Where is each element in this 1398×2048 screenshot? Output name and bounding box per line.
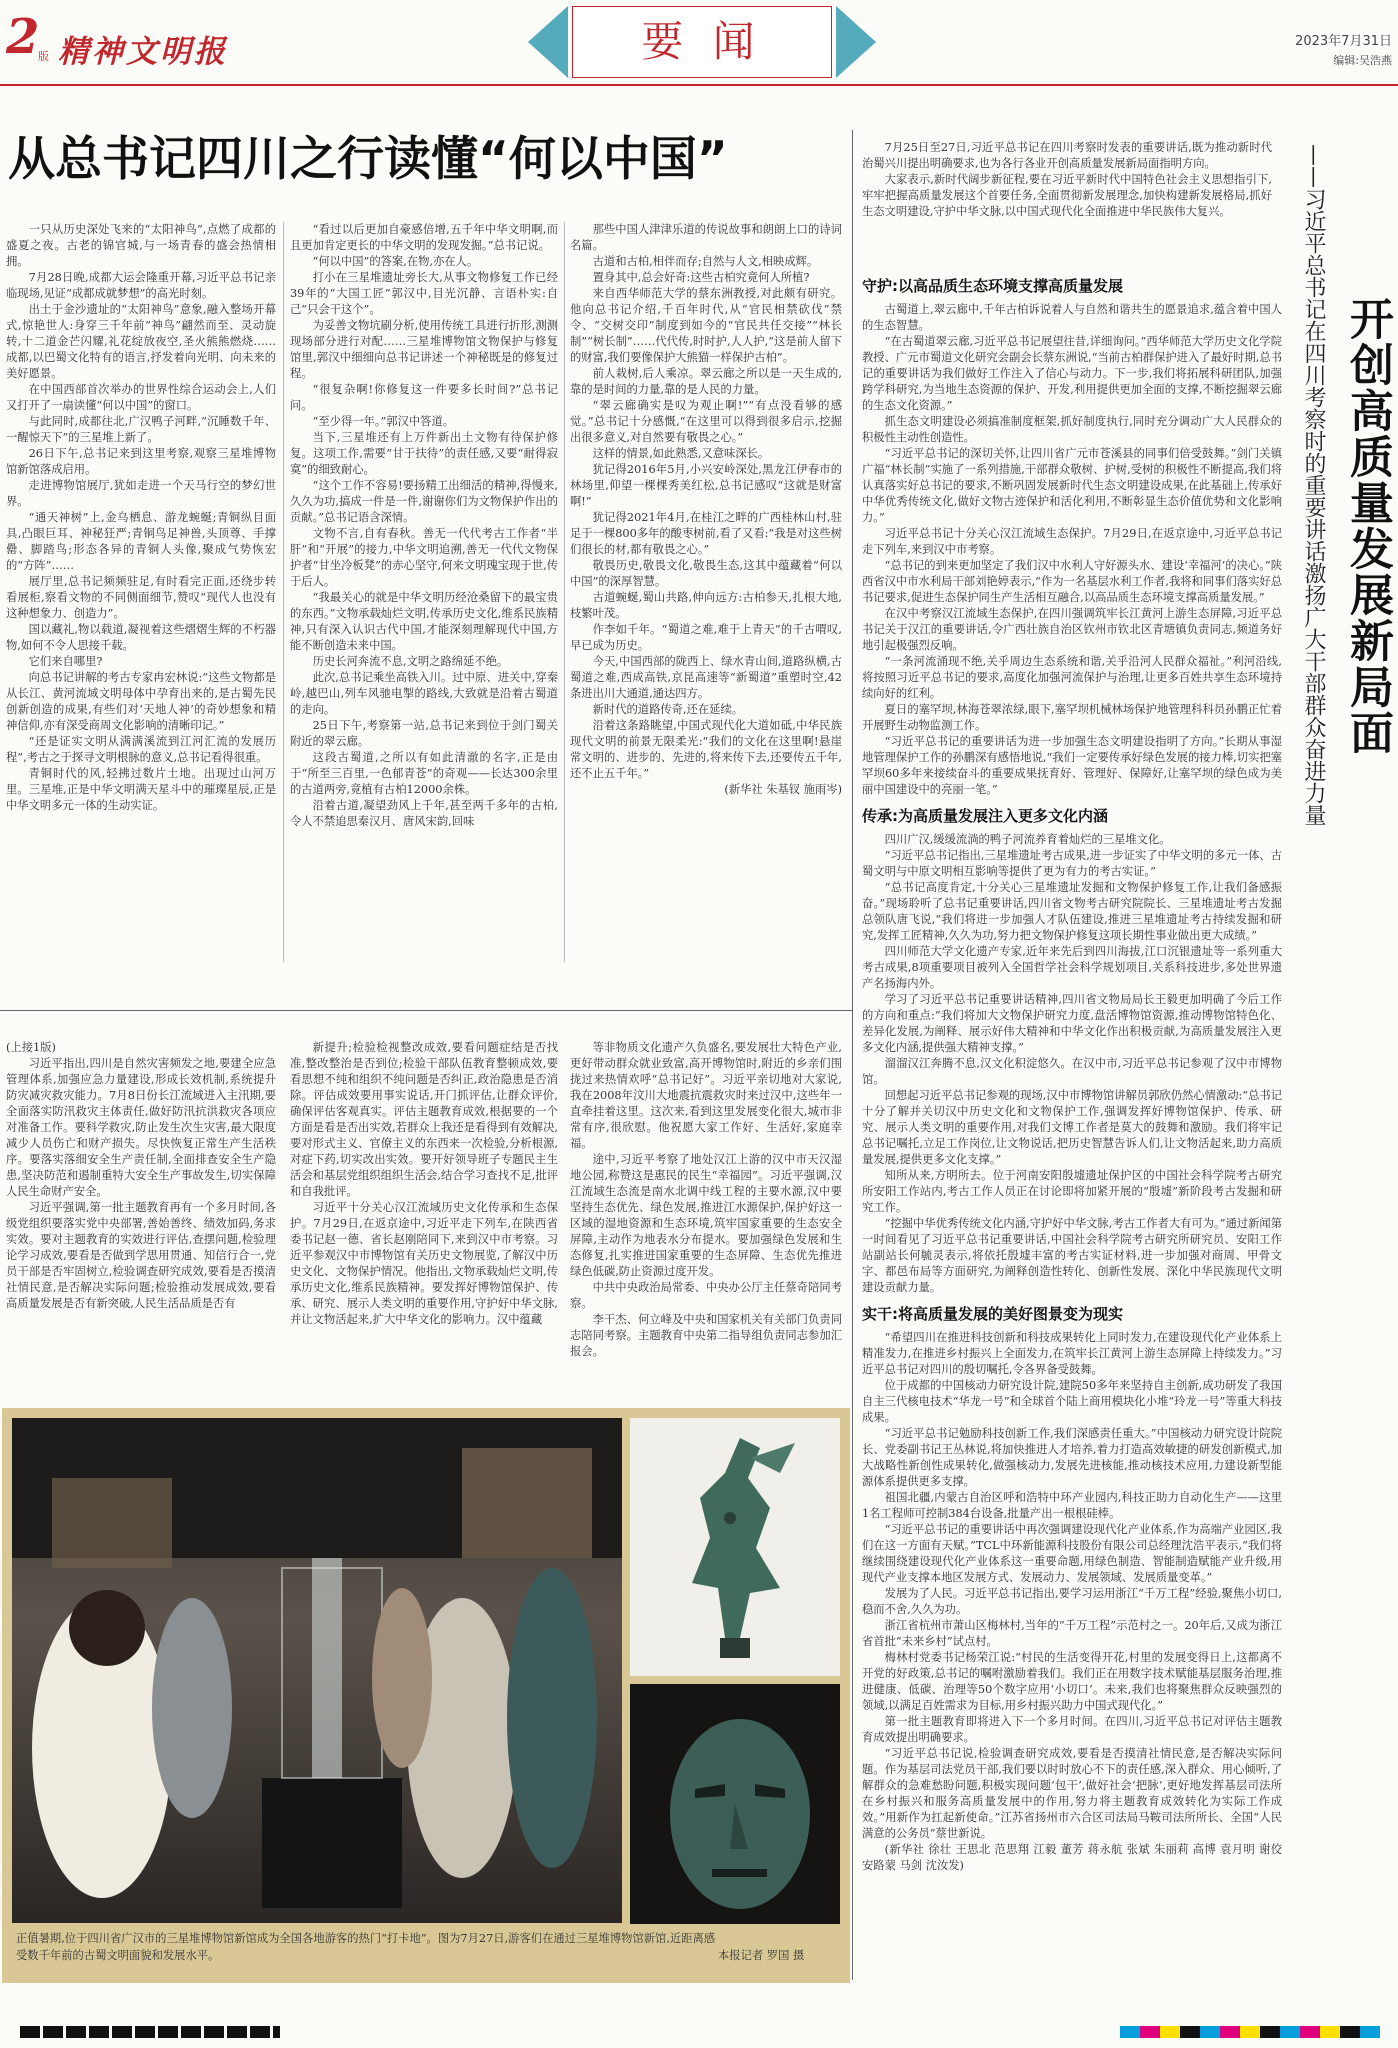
photo-block <box>2 1408 850 1983</box>
article2-title: 开创高质量发展新局面 <box>1342 296 1393 756</box>
paragraph: 知所从来,方明所去。位于河南安阳殷墟遗址保护区的中国社会科学院考古研究所安阳工作站内,考古工作人员正在讨论即将加紧开展的“殷墟”新阶段考古发掘和研究工作。 <box>862 1169 1282 1214</box>
article3-column-3 <box>570 1040 842 1400</box>
column-rule <box>283 222 284 962</box>
paragraph: 犹记得2016年5月,小兴安岭深处,黑龙江伊春市的林场里,仰望一棵棵秀美红松,总书记感叹“这就是财富啊!” <box>570 463 842 508</box>
paragraph: 26日下午,总书记来到这里考察,观察三星堆博物馆新馆落成启用。 <box>6 447 276 476</box>
paragraph: 位于成都的中国核动力研究设计院,建院50多年来坚持自主创新,成功研发了我国自主三代核电技术“华龙一号”和全球首个陆上商用模块化小堆“玲龙一号”等重大科技成果。 <box>862 1379 1282 1424</box>
paragraph: 今天,中国西部的陇西上、绿水青山间,道路纵横,古蜀道之难,西成高铁,京昆高速等“新蜀道”重塑时空,42条进出川大通道,通达四方。 <box>570 655 842 700</box>
arrow-left-icon <box>528 6 568 78</box>
museum-scene-illustration <box>12 1418 622 1923</box>
paragraph: “习近平总书记的重要讲话中再次强调建设现代化产业体系,作为高端产业园区,我们在这一方面有天赋。”TCL中环新能源科技股份有限公司总经理沈浩平表示,“我们将继续围绕建设现代化产业体系这一重要命题,用绿色制造、智能制造赋能产业升级,用现代产业支撑本地区发展方式、发展动力、发展领域、发展质量变革。” <box>862 1523 1282 1584</box>
paragraph: 习近平强调,第一批主题教育再有一个多月时间,各级党组织要落实党中央部署,善始善终、绩效加码,务求实效。要对主题教育的实效进行评估,查摆问题,检验理论学习成效,要看是否做到学思用贯通、知信行合一,党员干部是否牢固树立,检验调查研究成效,要看是否摸清社情民意,是否解决实际问题;检验推动发展成效,要看高质量发展是否有新突破,人民生活品质是否有 <box>6 1201 276 1310</box>
paragraph: 大家表示,新时代阔步新征程,要在习近平新时代中国特色社会主义思想指引下,牢牢把握高质量发展这个首要任务,全面贯彻新发展理念,加快构建新发展格局,抓好生态文明建设,守护中华文脉,以中国式现代化全面推进中华民族伟大复兴。 <box>862 173 1272 218</box>
paragraph: 文物不言,自有春秋。善无一代代考古工作者“半肝”和“开展”的接力,中华文明追溯,善无一代代文物保护者“甘坐冷板凳”的赤心坚守,何来文明瑰宝现于世,传于后人。 <box>290 527 558 588</box>
paragraph: 当下,三星堆还有上万件新出土文物有待保护修复。这项工作,需要“甘于扶待”的责任感,又要“耐得寂寞”的细致耐心。 <box>290 431 558 476</box>
paragraph: 7月25日至27日,习近平总书记在四川考察时发表的重要讲话,既为推动新时代治蜀兴川提出明确要求,也为各行各业开创高质量发展新局面指明方向。 <box>862 141 1272 170</box>
bronze-mask-photo <box>630 1684 840 1924</box>
paragraph: 新提升;检验检视整改成效,要看问题症结是否找准,整改整治是否到位;检验干部队伍教育整顿成效,要看思想不纯和组织不纯问题是否纠正,政治隐患是否消除。评估成效要用事实说话,开门抓评估,让群众评价,确保评估客观真实。评估主题教育成效,根据要的一个方面是看是否出实效,若群众上我还是看得到有效解决,要对形式主义、官僚主义的东西来一次检验,分析根源,对症下药,切实改出实效。要开好领导班子专题民主生活会和基层党组织组织生活会,结合学习查找不足,批评和自我批评。 <box>290 1041 558 1198</box>
bronze-figure-illustration <box>630 1418 840 1676</box>
section-heading: 守护:以高品质生态环境支撑高质量发展 <box>862 277 1124 295</box>
paragraph: “习近平总书记勉励科技创新工作,我们深感责任重大。”中国核动力研究设计院院长、党委副书记王丛林说,将加快推进人才培养,着力打造高效敏捷的研发创新模式,加大战略性新创性成果转化,做强核动力,发展先进核能,推动核技术应用,力建设新型能源体系提供更多支撑。 <box>862 1427 1282 1488</box>
paragraph: “习近平总书记的深切关怀,让四川省广元市苍溪县的同事们倍受鼓舞。”剑门关镇广福“林长制”实施了一系列措施,干部群众敬树、护树,受树的积极性不断提高,我们将认真落实好总书记的要求,不断巩固发展新时代生态文明建设成果,在此基础上,传承好中华优秀传统文化,做好文物古迹保护和活化利用,不断彰显生态价值优势和文化影响力。” <box>862 447 1282 524</box>
paragraph: “习近平总书记的重要讲话为进一步加强生态文明建设指明了方向。”长期从事湿地管理保护工作的孙鹏深有感悟地说,“我们一定要传承好绿色发展的接力棒,切实把塞罕坝60多年来接续奋斗的重要成果抚育好、管理好、保障好,让塞罕坝的绿色成为美丽中国建设中的亮丽一笔。” <box>862 735 1282 796</box>
paragraph: 祖国北疆,内蒙古自治区呼和浩特中环产业园内,科技正助力自动化生产——这里1名工程师可控制384台设备,批量产出一根根硅棒。 <box>862 1491 1282 1520</box>
masthead-rule <box>0 84 1398 86</box>
paragraph: 这段古蜀道,之所以有如此清澈的名字,正是由于“所至三百里,一色郁青苍”的奇观——长达300余里的古道两旁,竟植有古柏12000余株。 <box>290 751 558 796</box>
color-registration-bar <box>20 2026 1380 2042</box>
article3-column-1 <box>6 1040 276 1400</box>
paragraph: 习近平指出,四川是自然灾害频发之地,要建全应急管理体系,加强应急力量建设,形成长效机制,系统提升防灾减灾救灾能力。7月8日份长江流域进入主汛期,要全面落实防汛救灾主体责任,做好防汛抗洪救灾各项应对准备工作。要科学救灾,防止发生次生灾害,最大限度减少人员伤亡和财产损失。尽快恢复正常生产生活秩序。要落实落细安全生产责任制,全面排查安全生产隐患,坚决防范和遏制重特大安全生产事故发生,切实保障人民生命财产安全。 <box>6 1057 276 1198</box>
section-rule <box>0 1010 852 1011</box>
photo-credit: 本报记者 罗国 摄 <box>718 1949 805 1962</box>
paragraph: 来自西华师范大学的蔡东洲教授,对此颇有研究。他向总书记介绍,千百年时代,从“官民相禁砍伐”禁令、“交树交印”制度到如今的“官民共任交接”“林长制”“树长制”……代代传,时时护,人人护,“这是前人留下的财富,我们要像保护大熊猫一样保护古柏”。 <box>570 287 842 364</box>
paragraph: 途中,习近平考察了地处汉江上游的汉中市天汉湿地公园,称赞这是惠民的民生“幸福园”。习近平强调,汉江流域生态流是南水北调中线工程的主要水源,汉中要坚持生态优先、绿色发展,推进江水源保护,保护好这一区域的湿地资源和生态环境,筑牢国家重要的生态安全屏障,主动作为地表水分布提水。要加强绿色发展和生态修复,扎实推进国家重要的生态屏障、生态优先推进绿色低碳,防止资源过度开发。 <box>570 1153 842 1278</box>
paragraph: 7月28日晚,成都大运会隆重开幕,习近平总书记亲临现场,见证“成都成就梦想”的高光时刻。 <box>6 271 276 300</box>
paragraph: “这个工作不容易!要扬精工出细活的精神,得慢来,久久为功,搞成一件是一件,谢谢你们为文物保护作出的贡献。”总书记语含深情。 <box>290 479 558 524</box>
paragraph: 学习了习近平总书记重要讲话精神,四川省文物局局长王毅更加明确了今后工作的方向和重点:“我们将加大文物保护研究力度,盘活博物馆资源,推动博物馆特色化、差异化发展,为阐释、展示好伟大精神和中华文化作出积极贡献,为高质量发展注入更多文化内涵,提供强大精神支撑。” <box>862 993 1282 1054</box>
paragraph: “习近平总书记说,检验调查研究成效,要看是否摸清社情民意,是否解决实际问题。作为基层司法党员干部,我们要以时时放心不下的责任感,深入群众、用心倾听,了解群众的急难愁盼问题,积极实现问题‘包干’,做好社会‘把脉’,更好地发挥基层司法所在乡村振兴和服务高质量发展中的作用,努力将主题教育成效转化为实际工作成效。”用新作为扛起新使命。”江苏省扬州市六合区司法局马鞍司法所所长、全国“人民满意的公务员”蔡世新说。 <box>862 1747 1282 1840</box>
paragraph: “何以中国”的答案,在物,亦在人。 <box>312 255 479 268</box>
paragraph: 习近平十分关心汉江流域历史文化传承和生态保护。7月29日,在返京途中,习近平走下列车,在陕西省委书记赵一德、省长赵刚陪同下,来到汉中市考察。习近平参观汉中市博物馆有关历史文物展览,了解汉中历史文化、文物保护情况。他指出,文物承载灿烂文明,传承历史文化,维系民族精神。要发挥好博物馆保护、传承、研究、展示人类文明的重要作用,守护好中华文脉,并让文物活起来,扩大中华文化的影响力。汉中蕴藏 <box>290 1201 558 1326</box>
masthead <box>0 0 1398 90</box>
article1-column-3 <box>570 222 842 962</box>
paragraph: 为妥善文物坑刷分析,使用传统工具进行折形,测测现场部分进行对配……三星堆博物馆文物保护与修复馆里,郭汉中细细向总书记讲述一个神秘既是的修复过程。 <box>290 319 558 380</box>
issue-date: 2023年7月31日 <box>1295 34 1392 49</box>
section-heading: 实干:将高质量发展的美好图景变为现实 <box>862 1305 1124 1323</box>
paragraph: 此次,总书记乘坐高铁入川。过中原、进关中,穿秦岭,越巴山,列车风驰电掣的路线,大致就是沿着古蜀道的走向。 <box>290 671 558 716</box>
paragraph: “总书记的到来更加坚定了我们汉中水利人守好源头水、建设‘幸福河’的决心。”陕西省汉中市水利局干部刘艳婷表示,“作为一名基层水利工作者,我将和同事们落实好总书记要求,促进生态保护同生产生活相互融合,以高品质生态环境支撑高质量发展。” <box>862 559 1282 604</box>
paragraph: “很复杂啊!你修复这一件要多长时间?”总书记问。 <box>290 383 558 412</box>
paragraph: 作李如千年。“蜀道之难,难于上青天”的千古喟叹,早已成为历史。 <box>570 623 842 652</box>
paragraph: 回想起习近平总书记参观的现场,汉中市博物馆讲解员郭欣仍然心情激动:“总书记十分了解并关切汉中历史文化和文物保护工作,强调发挥好博物馆保护、传承、研究、展示人类文明的重要作用,对我们文博工作者是莫大的鼓舞和激励。我们将牢记总书记嘱托,立足工作岗位,让文物说话,把历史智慧告诉人们,让文物活起来,助力高质量发展,提供更多文化支撑。” <box>862 1089 1282 1166</box>
paragraph: 第一批主题教育即将进入下一个多月时间。在四川,习近平总书记对评估主题教育成效提出明确要求。 <box>862 1715 1282 1744</box>
paragraph: 抓生态文明建设必须搞准制度框架,抓好制度执行,同时充分调动广大人民群众的积极性主动性创造性。 <box>862 415 1282 444</box>
paragraph: 习近平总书记十分关心汉江流域生态保护。7月29日,在返京途中,习近平总书记走下列车,来到汉中市考察。 <box>862 527 1282 556</box>
editor-credit: 编辑:吴浩燕 <box>1333 54 1392 67</box>
vertical-divider <box>852 130 853 1980</box>
paragraph: “挖掘中华优秀传统文化内涵,守护好中华文脉,考古工作者大有可为。”通过新闻第一时间看见了习近平总书记重要讲话,中国社会科学院考古研究所研究员、安阳工作站副站长何毓灵表示,将依托殷墟丰富的考古实证材料,进一步加强对商周、甲骨文字、都邑布局等方面研究,为阐释创造性转化、创新性发展、深化中华民族现代文明建设贡献力量。 <box>862 1217 1282 1294</box>
paragraph: 置身其中,总会好奇:这些古柏究竟何人所植? <box>592 271 810 284</box>
article1-column-2 <box>290 222 558 962</box>
paragraph: 古蜀道上,翠云廊中,千年古柏诉说着人与自然和谐共生的愿景追求,蕴含着中国人的生态智慧。 <box>862 303 1282 332</box>
paragraph: 浙江省杭州市萧山区梅林村,当年的“千万工程”示范村之一。20年后,又成为浙江省首批“未来乡村”试点村。 <box>862 1619 1282 1648</box>
paragraph: 溜溜汉江奔腾不息,汉文化积淀悠久。在汉中市,习近平总书记参观了汉中市博物馆。 <box>862 1057 1282 1086</box>
paragraph: “我最关心的就是中华文明历经沧桑留下的最宝贵的东西。”文物承载灿烂文明,传承历史文化,维系民族精神,只有深入认识古代中国,才能深刻理解现代中国,方能不断创造未来中国。 <box>290 591 558 652</box>
paragraph: 展厅里,总书记频频驻足,有时看完正面,还绕步转看展柜,察看文物的不同侧面细节,赞叹“现代人也没有这种想象力、创造力”。 <box>6 575 276 620</box>
paragraph: 古道和古柏,相伴而存;自然与人文,相映成辉。 <box>592 255 819 268</box>
paragraph: 发展为了人民。习近平总书记指出,要学习运用浙江“千万工程”经验,聚焦小切口,稳而不舍,久久为功。 <box>862 1587 1282 1616</box>
paragraph: 前人栽树,后人乘凉。翠云廊之所以是一天生成的,靠的是时间的力量,靠的是人民的力量。 <box>570 367 842 396</box>
paragraph: 新时代的道路传奇,还在延续。 <box>592 703 744 716</box>
paragraph: “在古蜀道翠云廊,习近平总书记展望往昔,详细询问。”西华师范大学历史文化学院教授、广元市蜀道文化研究会副会长蔡东洲说,“当前古柏群保护进入了最好时期,总书记的重要讲话为我们做好工作注入了信心与动力。下一步,我们将拓展科研团队,加强跨学科研究,为当地生态资源的保护、开发,利用提供更加全面的支撑,不断挖掘翠云廊的生态文化资源。” <box>862 335 1282 412</box>
page-label: 版 <box>38 50 49 63</box>
paragraph: 敬畏历史,敬畏文化,敬畏生态,这其中蕴藏着“何以中国”的深厚智慧。 <box>570 559 842 588</box>
paragraph: 与此同时,成都往北,广汉鸭子河畔,“沉睡数千年、一醒惊天下”的三星堆上新了。 <box>6 415 276 444</box>
paragraph: “习近平总书记指出,三星堆遗址考古成果,进一步证实了中华文明的多元一体、古蜀文明与中原文明相互影响等提供了更为有力的考古实证。” <box>862 849 1282 878</box>
paragraph: 李干杰、何立峰及中央和国家机关有关部门负责同志陪同考察。主题教育中央第二指导组负责同志参加汇报会。 <box>570 1313 842 1358</box>
paragraph: “还是证实文明从满满溪流到江河汇流的发展历程”,考古之于探寻文明根脉的意义,总书记看得很重。 <box>6 735 276 764</box>
paragraph: 在中国西部首次举办的世界性综合运动会上,人们又打开了一扇读懂“何以中国”的窗口。 <box>6 383 276 412</box>
paragraph: “一条河流涌现不绝,关乎周边生态系统和谐,关乎沿河人民群众福祉。”利河沿线,将按照习近平总书记的要求,高度化加强河流保护与治理,让更多百姓共享生态环境持续向好的红利。 <box>862 655 1282 700</box>
bronze-mask-illustration <box>630 1684 840 1924</box>
paragraph: 历史长河奔流不息,文明之路绵延不绝。 <box>312 655 509 668</box>
paragraph: 夏日的塞罕坝,林海苍翠浓绿,眼下,塞罕坝机械林场保护地管理科科员孙鹏正忙着开展野生动物监测工作。 <box>862 703 1282 732</box>
paragraph: (新华社 徐壮 王思北 范思翔 江毅 董芳 蒋永航 张斌 朱丽莉 高博 袁月明 谢佼 安路蒙 马剑 沈汝发) <box>862 1843 1282 1872</box>
paragraph: 那些中国人津津乐道的传说故事和朗朗上口的诗词名篇。 <box>570 223 842 252</box>
paragraph: 走进博物馆展厅,犹如走进一个天马行空的梦幻世界。 <box>6 479 276 508</box>
paragraph: 一只从历史深处飞来的“太阳神鸟”,点燃了成都的盛夏之夜。古老的锦官城,与一场青春的盛会热情相拥。 <box>6 223 276 268</box>
paragraph: 25日下午,考察第一站,总书记来到位于剑门蜀关附近的翠云廊。 <box>290 719 558 748</box>
paragraph: “总书记高度肯定,十分关心三星堆遗址发掘和文物保护修复工作,让我们备感振奋。”现场聆听了总书记重要讲话,四川省文物考古研究院院长、三星堆遗址考古发掘总领队唐飞说,“我们将进一步加强人才队伍建设,推进三星堆遗址考古持续发掘和研究,发挥工匠精神,久久为功,努力把文物保护修复这项长期性事业做出更大成绩。” <box>862 881 1282 942</box>
paragraph: 犹记得2021年4月,在桂江之畔的广西桂林山村,驻足于一棵800多年的酸枣树前,看了又看:“我是对这些树们很长的材,都有敬畏之心。” <box>570 511 842 556</box>
continuation-label: (上接1版) <box>6 1041 56 1054</box>
article2-main <box>862 268 1282 1968</box>
paragraph: 出土于金沙遗址的“太阳神鸟”意象,融入整场开幕式,惊艳世人:身穿三千年前“神鸟”翩然而至、灵动旋转,十二道金芒闪耀,礼花绽放夜空,圣火熊熊燃烧……成都,以巴蜀文化特有的语言,抒发着向光明、向未来的美好愿景。 <box>6 303 276 380</box>
paragraph: “通天神树”上,金乌栖息、游龙蜿蜒;青铜纵目面具,凸眼巨耳、神秘狂严;青铜鸟足神兽,头顶尊、手撑罍、脚踏鸟;形态各异的青铜人头像,聚成气势恢宏的“方阵”…… <box>6 511 276 572</box>
page-number: 2 <box>6 9 40 65</box>
paragraph: (新华社 朱基钗 施雨岑) <box>724 783 842 796</box>
paragraph: “希望四川在推进科技创新和科技成果转化上同时发力,在建设现代化产业体系上精准发力,在推进乡村振兴上全面发力,在筑牢长江黄河上游生态屏障上持续发力。”习近平总书记对四川的殷切嘱托,令各界备受鼓舞。 <box>862 1331 1282 1376</box>
museum-visitors-photo <box>12 1418 622 1923</box>
article1-title: 从总书记四川之行读懂“何以中国” <box>8 132 728 187</box>
paragraph: 向总书记讲解的考古专家冉宏林说:“这些文物都是从长江、黄河流域文明母体中孕育出来的,是古蜀先民创新创造的成果,有些们对‘天地人神’的奇妙想象和精神信仰,亦有深受商周文化影响的清晰印记。” <box>6 671 276 732</box>
paragraph: 在汉中考察汉江流域生态保护,在四川强调筑牢长江黄河上游生态屏障,习近平总书记关于汉江的重要讲话,令广西壮族自治区钦州市钦北区青塘镇负责同志,频道务好地引起极强烈反响。 <box>862 607 1282 652</box>
paragraph: 它们来自哪里? <box>28 655 103 668</box>
article3-column-2 <box>290 1040 558 1400</box>
paragraph: 梅林村党委书记杨荣江说:“村民的生活变得开花,村里的发展变得日上,这都离不开党的好政策,总书记的嘱咐激励着我们。我们正在用数字技术赋能基层服务治理,推进健康、低碳、治理等50个数字应用‘小切口’。未来,我们也将聚焦群众反映强烈的领域,以满足百姓需求为目标,用乡村振兴助力中国式现代化。” <box>862 1651 1282 1712</box>
paragraph: “看过以后更加自豪感倍增,五千年中华文明啊,而且更加肯定更长的中华文明的发现发掘。”总书记说。 <box>290 223 558 252</box>
paragraph: 沿着这条路眺望,中国式现代化大道如砥,中华民族现代文明的前景无限柔光:“我们的文化在这里啊!悬崖常文明的、进步的、先进的,将来传下去,还要传五千年,还不止五千年。” <box>570 719 842 780</box>
section-title: 要 闻 <box>641 17 763 66</box>
paragraph: 沿着古道,凝望劲风上千年,甚至两千多年的古柏,令人不禁追思秦汉月、唐风宋韵,回味 <box>290 799 558 828</box>
paragraph: 四川广汉,缓缓流淌的鸭子河流养育着灿烂的三星堆文化。 <box>884 833 1171 846</box>
bronze-figure-photo <box>630 1418 840 1676</box>
paragraph: 等非物质文化遗产久负盛名,要发展壮大特色产业,更好带动群众就业致富,高开博物馆时,附近的乡亲们围拢过来热情欢呼“总书记好”。习近平亲切地对大家说,我在2008年汶川大地震抗震救灾时来过汉中,这些年一直牵挂着这里。这次来,看到这里发展变化很大,城市非常有序,很欣慰。他祝愿大家工作好、生活好,家庭幸福。 <box>570 1041 842 1150</box>
paragraph: 中共中央政治局常委、中央办公厅主任蔡奇陪同考察。 <box>570 1281 842 1310</box>
article2-intro <box>862 140 1272 260</box>
article2-subtitle: ——习近平总书记在四川考察时的重要讲话激扬广大干部群众奋进力量 <box>1301 144 1326 826</box>
paragraph: 四川师范大学文化遗产专家,近年来先后到四川海拔,江口沉银遗址等一系列重大考古成果,8项重要项目被列入全国哲学社会科学规划项目,关系科技进步,多处世界遗产名扬海内外。 <box>862 945 1282 990</box>
paragraph: 青铜时代的风,轻拂过数片土地。出现过山河万里。三星堆,正是中华文明满天星斗中的璀璨星辰,正是中华文明多元一体的生动实证。 <box>6 767 276 812</box>
arrow-right-icon <box>836 6 876 78</box>
paper-name: 精神文明报 <box>58 34 228 70</box>
section-heading: 传承:为高质量发展注入更多文化内涵 <box>862 807 1109 825</box>
column-rule <box>564 222 565 962</box>
photo-caption: 正值暑期,位于四川省广汉市的三星堆博物馆新馆成为全国各地游客的热门“打卡地”。图为7月27日,游客们在通过三星堆博物馆新馆,近距离感受数千年前的古蜀文明面貌和发展水平。 <box>16 1932 716 1962</box>
paragraph: 这样的情景,如此熟悉,又意味深长。 <box>592 447 770 460</box>
paragraph: “翠云廊确实是叹为观止啊!”“有点没看够的感觉。”总书记十分感慨,“在这里可以得到很多启示,挖掘出很多意义,对自然要有敬畏之心。” <box>570 399 842 444</box>
paragraph: 国以藏礼,物以载道,凝视着这些熠熠生辉的不朽器物,如何不令人思接千载。 <box>6 623 276 652</box>
paragraph: 打小在三星堆遗址旁长大,从事文物修复工作已经39年的“大国工匠”郭汉中,目光沉静、言语朴实:自己“只会干这个”。 <box>290 271 558 316</box>
article1-column-1 <box>6 222 276 962</box>
paragraph: 古道蜿蜒,蜀山共路,伸向远方:古柏参天,扎根大地,枝繁叶茂。 <box>570 591 842 620</box>
paragraph: “至少得一年。”郭汉中答道。 <box>312 415 455 428</box>
